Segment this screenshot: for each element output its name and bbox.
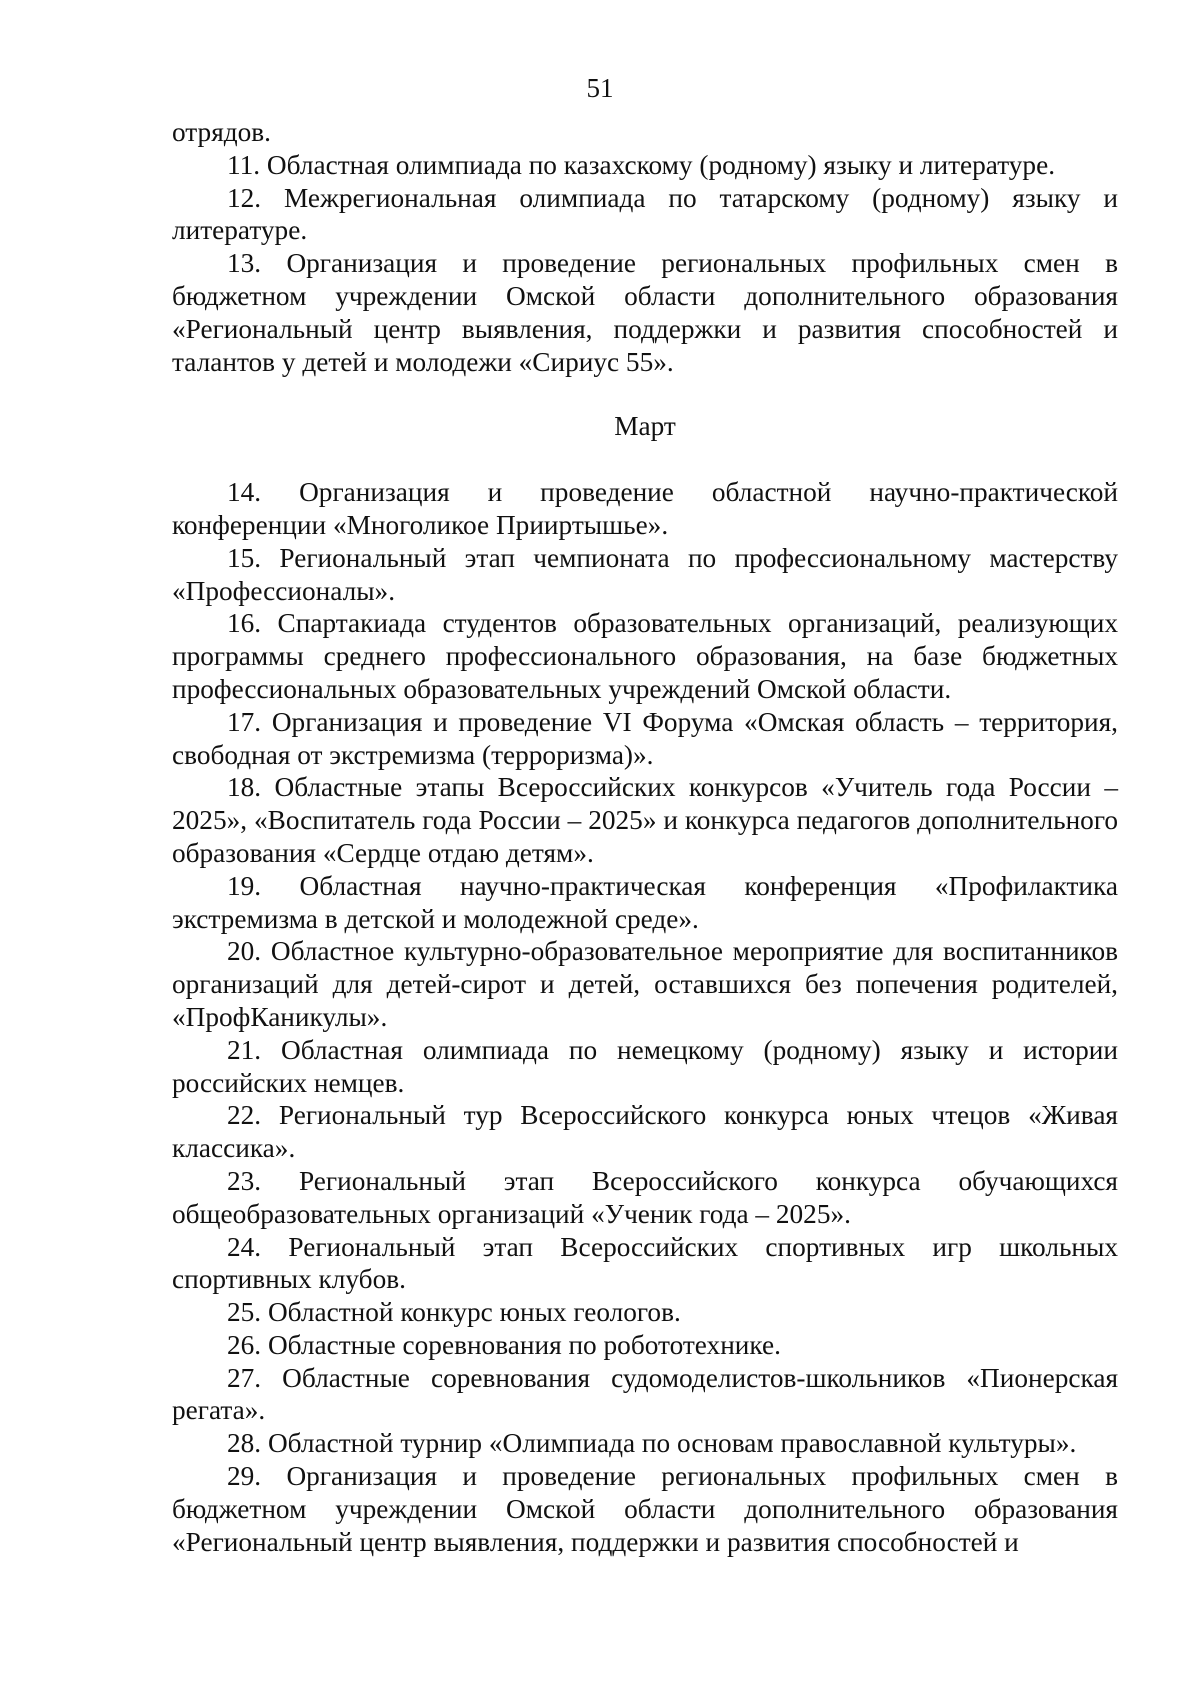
continuation-text: отрядов.: [172, 117, 272, 147]
list-item: 25. Областной конкурс юных геологов.: [227, 1297, 681, 1328]
list-item: 11. Областная олимпиада по казахскому (родному) языку и литературе.: [227, 149, 1056, 180]
list-item: 16. Спартакиада студентов образовательных организаций, реализующих программы среднего профессионального образования, на базе бюджетных профессиональных образовательных учреждений Омской области.: [172, 608, 1118, 704]
list-item: 26. Областные соревнования по робототехнике.: [227, 1329, 781, 1360]
list-item: 15. Региональный этап чемпионата по профессиональному мастерству «Профессионалы».: [172, 542, 1118, 606]
list-item: 28. Областной турнир «Олимпиада по основам православной культуры».: [227, 1428, 1077, 1459]
list-item: 29. Организация и проведение региональных профильных смен в бюджетном учреждении Омской области дополнительного образования «Региональный центр выявления, поддержки и развития способностей и: [172, 1461, 1118, 1557]
list-item: 13. Организация и проведение региональных профильных смен в бюджетном учреждении Омской области дополнительного образования «Региональный центр выявления, поддержки и развития способностей и талантов у детей и молодежи «Сириус 55».: [172, 248, 1118, 377]
section-heading: Март: [614, 411, 676, 442]
list-item: 24. Региональный этап Всероссийских спортивных игр школьных спортивных клубов.: [172, 1231, 1118, 1295]
list-item: 21. Областная олимпиада по немецкому (родному) языку и истории российских немцев.: [172, 1034, 1118, 1098]
list-item: 27. Областные соревнования судомоделистов-школьников «Пионерская регата».: [172, 1362, 1118, 1426]
list-item: 20. Областное культурно-образовательное мероприятие для воспитанников организаций для детей-сирот и детей, оставшихся без попечения родителей, «ПрофКаникулы».: [172, 936, 1118, 1032]
list-item: 12. Межрегиональная олимпиада по татарскому (родному) языку и литературе.: [172, 182, 1118, 246]
document-body: [172, 116, 1118, 1558]
list-item: 18. Областные этапы Всероссийских конкурсов «Учитель года России – 2025», «Воспитатель года России – 2025» и конкурса педагогов дополнительного образования «Сердце отдаю детям».: [172, 772, 1118, 868]
list-item: 14. Организация и проведение областной научно-практической конференции «Многоликое Прииртышье».: [172, 477, 1118, 540]
list-item: 23. Региональный этап Всероссийского конкурса обучающихся общеобразовательных организаций «Ученик года – 2025».: [172, 1165, 1118, 1229]
list-item: 17. Организация и проведение VI Форума «Омская область – территория, свободная от экстремизма (терроризма)».: [172, 706, 1118, 770]
list-item: 19. Областная научно-практическая конференция «Профилактика экстремизма в детской и молодежной среде».: [172, 870, 1118, 934]
page-number: 51: [586, 73, 614, 103]
list-item: 22. Региональный тур Всероссийского конкурса юных чтецов «Живая классика».: [172, 1100, 1118, 1164]
